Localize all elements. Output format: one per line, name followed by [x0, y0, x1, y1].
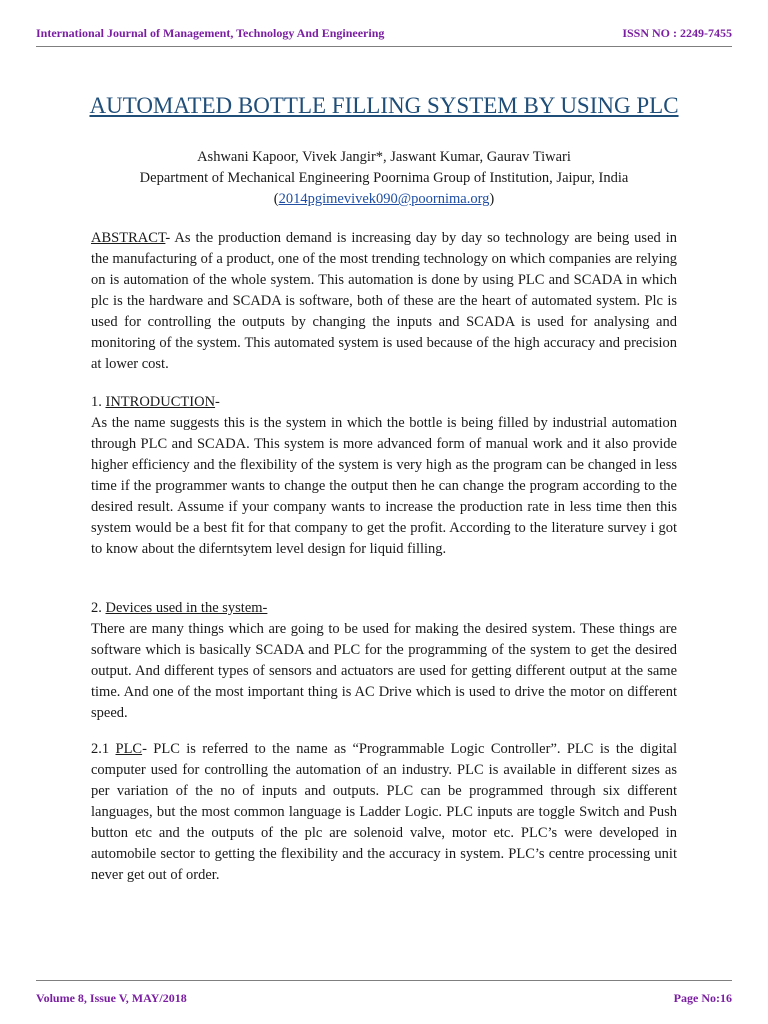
- page-number: Page No:16: [673, 991, 732, 1005]
- plc-heading: PLC: [115, 741, 143, 757]
- email-line: (2014pgimevivek090@poornima.org): [273, 191, 495, 207]
- paper-title: AUTOMATED BOTTLE FILLING SYSTEM BY USING PLC: [89, 93, 679, 118]
- devices-text: There are many things which are going to be used for making the desired system. These things are software which is basically SCADA and PLC for the programming of the system to get the desired output. And different types of sensors and actuators are used for getting different output at the same time. And one of the most important thing is AC Drive which is used to drive the motor on different speed.: [91, 621, 677, 721]
- devices-heading: 2. Devices used in the system-: [91, 600, 268, 616]
- introduction-text: As the name suggests this is the system in which the bottle is being filled by industrial automation through PLC and SCADA. This system is more advanced form of manual work and it also provide higher efficiency and the flexibility of the system is very high as the program can be changed in less time if the programmer wants to change the output then he can change the program according to the desired result. Assume if your company wants to increase the production rate in less time then this system would be a best fit for that company to get the profit. According to the literature survey i got to know about the diferntsytem level design for liquid filling.: [91, 415, 677, 557]
- affiliation: Department of Mechanical Engineering Poornima Group of Institution, Jaipur, India: [139, 170, 629, 186]
- devices-section: [91, 598, 677, 724]
- journal-name: International Journal of Management, Technology And Engineering: [36, 26, 385, 40]
- abstract-text: - As the production demand is increasing day by day so technology are being used in the manufacturing of a product, one of the most trending technology on which companies are relying on is automation of the whole system. This automation is done by using PLC and SCADA in which plc is the hardware and SCADA is software, both of these are the heart of automated system. Plc is used for controlling the outputs by changing the inputs and SCADA is used for analysing and monitoring of the system. This automated system is used because of the high accuracy and precision at lower cost.: [91, 230, 677, 372]
- introduction-heading: 1. INTRODUCTION-: [91, 394, 220, 410]
- plc-section: [91, 739, 677, 886]
- email-link[interactable]: 2014pgimevivek090@poornima.org: [278, 191, 490, 207]
- issn-number: ISSN NO : 2249-7455: [622, 26, 732, 40]
- abstract-paragraph: [91, 228, 677, 375]
- running-footer: [36, 980, 732, 1011]
- volume-info: Volume 8, Issue V, MAY/2018: [36, 991, 187, 1005]
- author-list: Ashwani Kapoor, Vivek Jangir*, Jaswant Kumar, Gaurav Tiwari: [197, 149, 571, 165]
- plc-number: 2.1: [91, 741, 116, 757]
- introduction-section: [91, 392, 677, 560]
- running-header: [36, 20, 732, 47]
- plc-text: - PLC is referred to the name as “Programmable Logic Controller”. PLC is the digital computer used for controlling the automation of an industry. PLC is available in different sizes as per variation of the no of inputs and outputs. PLC can be programmed through six different languages, but the most common language is Ladder Logic. PLC inputs are toggle Switch and Push button etc and the outputs of the plc are solenoid valve, motor etc. PLC’s were developed in automobile sector to getting the flexibility and the accuracy in system. PLC’s centre processing unit never get out of order.: [91, 741, 678, 883]
- abstract-label: ABSTRACT: [91, 230, 166, 246]
